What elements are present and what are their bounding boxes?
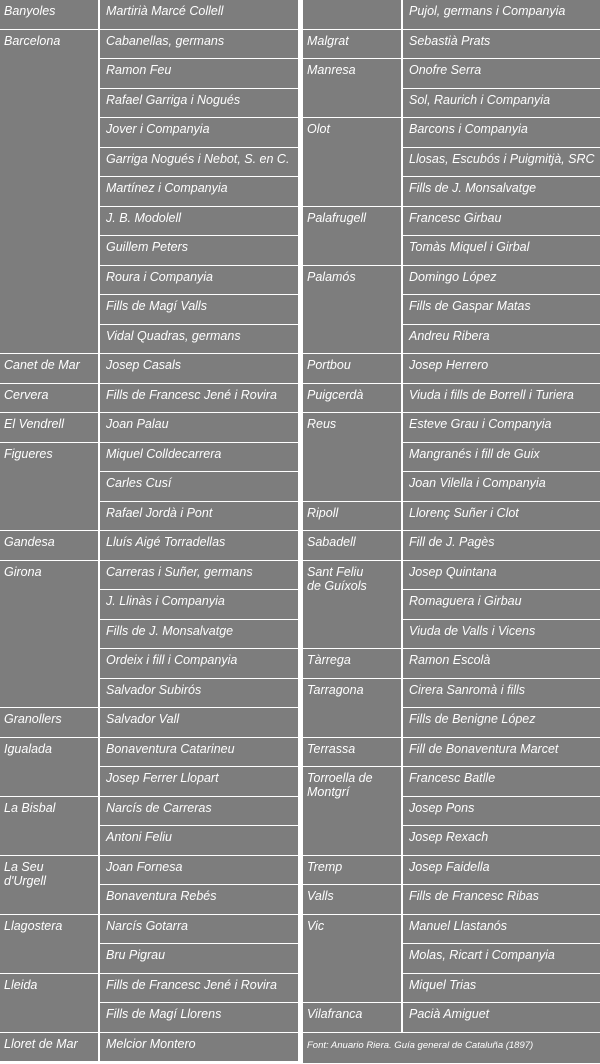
city-name: El Vendrell: [4, 417, 98, 431]
city-name: Palamós: [307, 270, 401, 284]
company-name: Fills de Francesc Jené i Rovira: [100, 974, 298, 1004]
company-name: Andreu Ribera: [403, 325, 600, 355]
table-row: [303, 30, 600, 60]
city-cell: [303, 502, 403, 532]
company-name: Pacià Amiguet: [403, 1003, 600, 1033]
company-name: Miquel Colldecarrera: [100, 443, 298, 473]
table-row: [303, 856, 600, 886]
company-name: Ordeix i fill i Companyia: [100, 649, 298, 679]
table-row: [0, 384, 298, 414]
company-name: Miquel Trias: [403, 974, 600, 1004]
company-name: Llorenç Suñer i Clot: [403, 502, 600, 532]
company-name: Rafael Jordà i Pont: [100, 502, 298, 532]
city-name: Vilafranca: [307, 1007, 401, 1021]
company-name: Rafael Garriga i Nogués: [100, 89, 298, 119]
table-row: [0, 856, 298, 886]
city-cell: [303, 0, 403, 30]
company-name: Ramon Escolà: [403, 649, 600, 679]
city-cell: [0, 738, 100, 797]
city-name: Lleida: [4, 978, 98, 992]
company-name: Josep Pons: [403, 797, 600, 827]
company-name: Manuel Llastanós: [403, 915, 600, 945]
city-name: Sabadell: [307, 535, 401, 549]
city-name: Reus: [307, 417, 401, 431]
left-table: [0, 0, 298, 1062]
company-name: Bonaventura Catarineu: [100, 738, 298, 768]
table-row: [303, 738, 600, 768]
city-cell: [303, 767, 403, 856]
table-row: [303, 354, 600, 384]
company-name: Esteve Grau i Companyia: [403, 413, 600, 443]
company-name: Tomàs Miquel i Girbal: [403, 236, 600, 266]
right-table: [303, 0, 600, 1064]
company-name: Sol, Raurich i Companyia: [403, 89, 600, 119]
company-name: Fills de Francesc Jené i Rovira: [100, 384, 298, 414]
company-name: Joan Fornesa: [100, 856, 298, 886]
city-name: Llagostera: [4, 919, 98, 933]
city-cell: [0, 354, 100, 384]
table-row: [303, 266, 600, 296]
right-table-body: [303, 0, 600, 1064]
company-name: Josep Ferrer Llopart: [100, 767, 298, 797]
city-name: Figueres: [4, 447, 98, 461]
table-row: [303, 767, 600, 797]
table-row: [0, 531, 298, 561]
city-name: Gandesa: [4, 535, 98, 549]
city-name: Vic: [307, 919, 401, 933]
city-cell: [303, 59, 403, 118]
company-name: Narcís Gotarra: [100, 915, 298, 945]
city-name: Cervera: [4, 388, 98, 402]
city-cell: [303, 30, 403, 60]
company-name: Josep Quintana: [403, 561, 600, 591]
company-name: Llosas, Escubós i Puigmitjà, SRC: [403, 148, 600, 178]
city-name: Ripoll: [307, 506, 401, 520]
city-cell: [0, 856, 100, 915]
company-name: Josep Rexach: [403, 826, 600, 856]
city-cell: [303, 354, 403, 384]
table-row: [0, 974, 298, 1004]
table-row: [303, 1003, 600, 1033]
table-row: [0, 354, 298, 384]
company-name: Vidal Quadras, germans: [100, 325, 298, 355]
company-name: Roura i Companyia: [100, 266, 298, 296]
city-name: Sant Feliu de Guíxols: [307, 565, 401, 593]
city-name: Lloret de Mar: [4, 1037, 98, 1051]
city-cell: [303, 856, 403, 886]
company-name: J. Llinàs i Companyia: [100, 590, 298, 620]
company-name: Bonaventura Rebés: [100, 885, 298, 915]
company-name: Viuda de Valls i Vicens: [403, 620, 600, 650]
city-cell: [303, 561, 403, 650]
city-cell: [303, 885, 403, 915]
city-cell: [0, 1033, 100, 1063]
company-name: Martirià Marcé Collell: [100, 0, 298, 30]
company-name: Sebastià Prats: [403, 30, 600, 60]
city-name: Manresa: [307, 63, 401, 77]
city-cell: [303, 531, 403, 561]
company-name: Fills de J. Monsalvatge: [100, 620, 298, 650]
city-name: Tarragona: [307, 683, 401, 697]
company-name: Fills de Magí Llorens: [100, 1003, 298, 1033]
company-name: Domingo López: [403, 266, 600, 296]
company-name: Josep Faidella: [403, 856, 600, 886]
company-name: Fills de J. Monsalvatge: [403, 177, 600, 207]
city-name: Torroella de Montgrí: [307, 771, 401, 799]
city-name: Granollers: [4, 712, 98, 726]
company-name: Romaguera i Girbau: [403, 590, 600, 620]
table-row: [0, 413, 298, 443]
city-name: Girona: [4, 565, 98, 579]
table-row: [303, 915, 600, 945]
company-name: Ramon Feu: [100, 59, 298, 89]
city-cell: [0, 384, 100, 414]
left-table-body: [0, 0, 298, 1062]
left-column: [0, 0, 298, 1062]
city-name: La Seu d'Urgell: [4, 860, 98, 888]
city-cell: [303, 738, 403, 768]
table-row: [303, 0, 600, 30]
city-cell: [0, 797, 100, 856]
city-cell: [0, 531, 100, 561]
company-name: Lluís Aigé Torradellas: [100, 531, 298, 561]
city-name: Palafrugell: [307, 211, 401, 225]
city-name: Malgrat: [307, 34, 401, 48]
company-name: Pujol, germans i Companyia: [403, 0, 600, 30]
company-name: Barcons i Companyia: [403, 118, 600, 148]
company-name: Fills de Magí Valls: [100, 295, 298, 325]
city-cell: [303, 649, 403, 679]
table-row: [303, 118, 600, 148]
city-cell: [303, 679, 403, 738]
company-name: Joan Palau: [100, 413, 298, 443]
table-row: [303, 679, 600, 709]
company-name: Salvador Vall: [100, 708, 298, 738]
table-row: [0, 30, 298, 60]
source-row: [303, 1033, 600, 1064]
city-name: Igualada: [4, 742, 98, 756]
city-cell: [303, 118, 403, 207]
table-row: [303, 531, 600, 561]
city-cell: [0, 974, 100, 1033]
table-row: [0, 708, 298, 738]
city-name: Banyoles: [4, 4, 98, 18]
city-name: Portbou: [307, 358, 401, 372]
company-name: Antoni Feliu: [100, 826, 298, 856]
table-row: [303, 502, 600, 532]
city-cell: [303, 384, 403, 414]
city-cell: [0, 30, 100, 355]
city-cell: [303, 1003, 403, 1033]
company-name: Molas, Ricart i Companyia: [403, 944, 600, 974]
city-cell: [303, 413, 403, 502]
company-name: Fill de J. Pagès: [403, 531, 600, 561]
company-name: Josep Herrero: [403, 354, 600, 384]
city-name: La Bisbal: [4, 801, 98, 815]
city-name: Tremp: [307, 860, 401, 874]
company-name: Fills de Gaspar Matas: [403, 295, 600, 325]
company-name: Melcior Montero: [100, 1033, 298, 1063]
company-name: Salvador Subirós: [100, 679, 298, 709]
table-row: [303, 561, 600, 591]
table-row: [303, 384, 600, 414]
company-name: Bru Pigrau: [100, 944, 298, 974]
city-cell: [303, 266, 403, 355]
city-name: Valls: [307, 889, 401, 903]
table-row: [0, 0, 298, 30]
company-name: Fills de Francesc Ribas: [403, 885, 600, 915]
company-name: Mangranés i fill de Guix: [403, 443, 600, 473]
company-name: Cabanellas, germans: [100, 30, 298, 60]
company-name: Fill de Bonaventura Marcet: [403, 738, 600, 768]
city-name: Barcelona: [4, 34, 98, 48]
company-name: Jover i Companyia: [100, 118, 298, 148]
table-row: [303, 413, 600, 443]
company-name: Carreras i Suñer, germans: [100, 561, 298, 591]
table-row: [303, 59, 600, 89]
company-name: Garriga Nogués i Nebot, S. en C.: [100, 148, 298, 178]
table-row: [0, 1033, 298, 1063]
table-row: [303, 885, 600, 915]
city-cell: [303, 207, 403, 266]
company-name: J. B. Modolell: [100, 207, 298, 237]
company-name: Onofre Serra: [403, 59, 600, 89]
company-name: Francesc Batlle: [403, 767, 600, 797]
city-name: Canet de Mar: [4, 358, 98, 372]
city-cell: [0, 0, 100, 30]
company-name: Viuda i fills de Borrell i Turiera: [403, 384, 600, 414]
company-name: Cirera Sanromà i fills: [403, 679, 600, 709]
city-name: Puigcerdà: [307, 388, 401, 402]
table-row: [0, 738, 298, 768]
city-name: Terrassa: [307, 742, 401, 756]
company-name: Fills de Benigne López: [403, 708, 600, 738]
table-row: [303, 207, 600, 237]
table-row: [0, 797, 298, 827]
table-row: [0, 443, 298, 473]
city-cell: [0, 915, 100, 974]
table-row: [303, 649, 600, 679]
company-name: Josep Casals: [100, 354, 298, 384]
city-cell: [303, 915, 403, 1004]
table-row: [0, 915, 298, 945]
company-name: Francesc Girbau: [403, 207, 600, 237]
city-name: Olot: [307, 122, 401, 136]
company-name: Guillem Peters: [100, 236, 298, 266]
company-name: Joan Vilella i Companyia: [403, 472, 600, 502]
city-cell: [0, 443, 100, 532]
company-name: Carles Cusí: [100, 472, 298, 502]
city-name: Tàrrega: [307, 653, 401, 667]
right-column: [303, 0, 600, 1064]
table-row: [0, 561, 298, 591]
company-name: Martínez i Companyia: [100, 177, 298, 207]
city-cell: [0, 413, 100, 443]
city-cell: [0, 561, 100, 709]
source-note: Font: Anuario Riera. Guía general de Cataluña (1897): [303, 1033, 600, 1064]
city-cell: [0, 708, 100, 738]
company-name: Narcís de Carreras: [100, 797, 298, 827]
